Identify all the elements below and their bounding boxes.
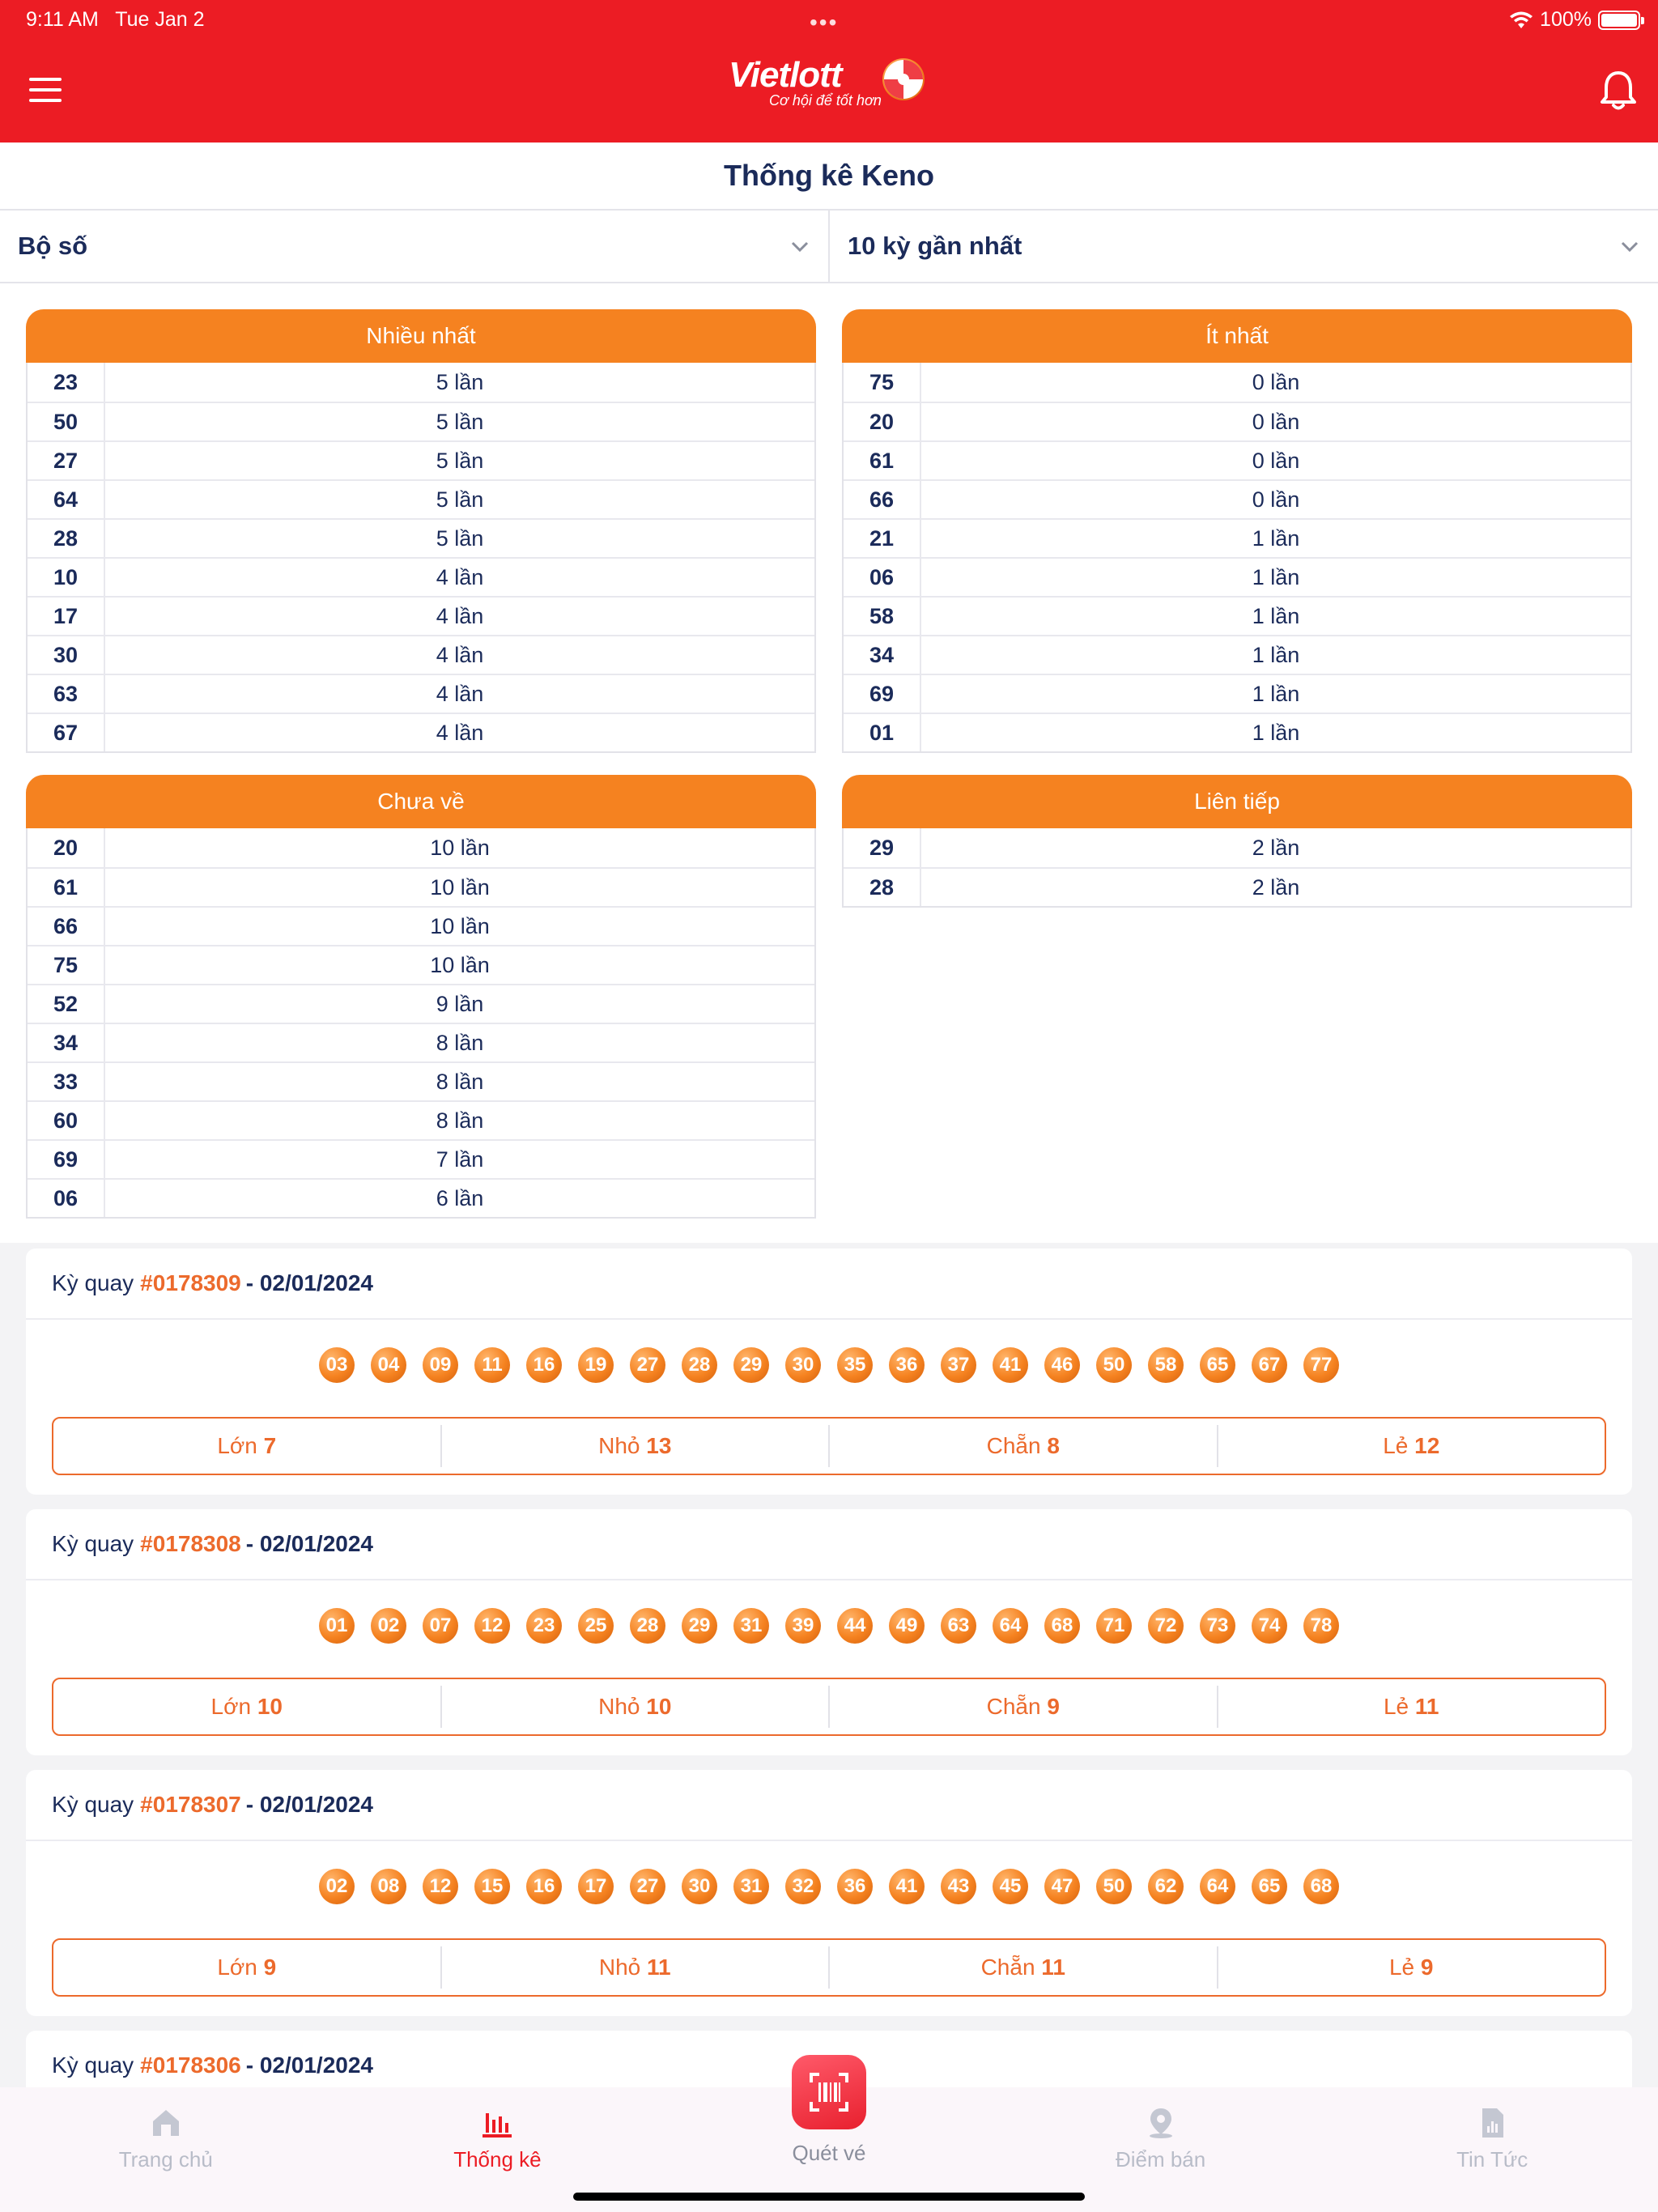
stat-count: 5 lần (436, 525, 484, 551)
number-ball: 43 (941, 1869, 976, 1904)
summary-label: Chẵn (986, 1433, 1041, 1458)
stat-number: 69 (28, 1141, 105, 1178)
summary-cell (53, 1946, 440, 1989)
number-ball: 11 (474, 1347, 510, 1383)
stat-count: 9 lần (436, 991, 484, 1016)
summary-value: 9 (1420, 1955, 1434, 1980)
number-ball: 78 (1303, 1608, 1339, 1644)
stat-row (28, 1100, 814, 1139)
number-ball: 29 (682, 1608, 717, 1644)
draw-label: Kỳ quay (52, 1270, 134, 1295)
vietlott-logo (729, 55, 931, 128)
stat-number: 64 (28, 481, 105, 518)
number-ball: 16 (526, 1347, 562, 1383)
summary-value: 13 (646, 1433, 672, 1458)
number-ball: 63 (941, 1608, 976, 1644)
number-ball: 41 (889, 1869, 925, 1904)
stat-count: 1 lần (1252, 603, 1300, 628)
summary-label: Chẵn (986, 1694, 1041, 1719)
number-ball: 09 (423, 1347, 458, 1383)
news-document-icon (1474, 2105, 1510, 2141)
summary-label: Lẻ (1383, 1694, 1409, 1719)
number-ball: 27 (630, 1869, 665, 1904)
stat-row (844, 867, 1630, 906)
number-ball: 64 (1200, 1869, 1235, 1904)
stat-number: 63 (28, 675, 105, 713)
number-ball: 19 (578, 1347, 614, 1383)
stat-number: 10 (28, 559, 105, 596)
number-ball: 32 (785, 1869, 821, 1904)
number-ball: 15 (474, 1869, 510, 1904)
stat-row (844, 518, 1630, 557)
summary-label: Chẵn (980, 1955, 1035, 1980)
summary-value: 11 (1041, 1955, 1065, 1980)
draw-label: Kỳ quay (52, 1792, 134, 1817)
scan-ticket-label: Quét vé (792, 2141, 866, 2165)
summary-label: Nhỏ (598, 1433, 640, 1458)
summary-value: 11 (1414, 1694, 1439, 1719)
summary-cell (53, 1425, 440, 1467)
page-title: Thống kê Keno (0, 143, 1658, 209)
draw-date: - 02/01/2024 (245, 1531, 373, 1556)
not-drawn-table (26, 775, 816, 1219)
number-ball: 28 (630, 1608, 665, 1644)
number-ball: 36 (889, 1347, 925, 1383)
number-set-label: Bộ số (18, 232, 88, 260)
least-frequent-table (842, 309, 1632, 753)
stat-count: 6 lần (436, 1185, 484, 1210)
stat-row (844, 402, 1630, 440)
status-time (26, 8, 205, 32)
number-ball: 58 (1148, 1347, 1184, 1383)
stat-row (28, 1023, 814, 1061)
number-ball: 12 (423, 1869, 458, 1904)
number-ball: 77 (1303, 1347, 1339, 1383)
number-ball: 02 (319, 1869, 355, 1904)
stat-row (844, 713, 1630, 751)
status-right (1509, 8, 1640, 32)
stat-count: 4 lần (436, 681, 484, 706)
number-ball: 35 (837, 1347, 873, 1383)
draw-date: - 02/01/2024 (245, 2052, 373, 2078)
stat-count: 5 lần (436, 409, 484, 434)
number-ball: 39 (785, 1608, 821, 1644)
summary-label: Lẻ (1388, 1955, 1415, 1980)
summary-label: Lớn (217, 1955, 257, 1980)
logo-slogan: Cơ hội để tốt hơn (769, 92, 882, 108)
stat-row (28, 518, 814, 557)
number-ball: 30 (682, 1869, 717, 1904)
number-ball: 16 (526, 1869, 562, 1904)
stat-row (28, 674, 814, 713)
stat-number: 61 (844, 442, 921, 479)
period-label: 10 kỳ gần nhất (848, 232, 1022, 260)
stat-number: 06 (28, 1180, 105, 1217)
chevron-down-icon (789, 236, 810, 257)
draw-id: #0178307 (140, 1792, 241, 1817)
nav-stats-label: Thống kê (453, 2147, 542, 2172)
notification-bell-icon[interactable] (1598, 68, 1639, 112)
summary-label: Lớn (217, 1433, 257, 1458)
stat-count: 1 lần (1252, 564, 1300, 589)
draw-id: #0178306 (140, 2052, 241, 2078)
stat-count: 10 lần (430, 874, 490, 900)
battery-percent: 100% (1540, 8, 1592, 31)
number-ball: 31 (733, 1608, 769, 1644)
number-ball: 04 (371, 1347, 406, 1383)
stat-number: 34 (28, 1024, 105, 1061)
number-ball: 50 (1096, 1347, 1132, 1383)
stat-number: 20 (844, 403, 921, 440)
stat-count: 7 lần (436, 1146, 484, 1172)
summary-value: 10 (257, 1694, 283, 1719)
stat-row (28, 479, 814, 518)
summary-cell (1217, 1686, 1605, 1728)
nav-home-label: Trang chủ (118, 2147, 213, 2172)
stat-number: 50 (28, 403, 105, 440)
summary-cell (440, 1425, 829, 1467)
not-drawn-title: Chưa về (26, 775, 816, 828)
stat-count: 1 lần (1252, 525, 1300, 551)
stat-row (28, 363, 814, 402)
summary-cell (440, 1686, 829, 1728)
number-ball: 73 (1200, 1608, 1235, 1644)
stat-number: 66 (28, 908, 105, 945)
stat-number: 33 (28, 1063, 105, 1100)
filter-bar (0, 209, 1658, 283)
summary-value: 10 (646, 1694, 672, 1719)
wifi-icon (1509, 11, 1533, 30)
stat-number: 21 (844, 520, 921, 557)
stat-count: 4 lần (436, 564, 484, 589)
stat-number: 27 (28, 442, 105, 479)
status-date-text: Tue Jan 2 (115, 8, 205, 31)
number-ball: 74 (1252, 1608, 1287, 1644)
stat-count: 2 lần (1252, 835, 1300, 860)
most-frequent-title: Nhiều nhất (26, 309, 816, 363)
consecutive-table (842, 775, 1632, 908)
stat-row (844, 479, 1630, 518)
stat-number: 58 (844, 598, 921, 635)
draw-label: Kỳ quay (52, 2052, 134, 2078)
number-ball: 01 (319, 1608, 355, 1644)
stat-row (844, 674, 1630, 713)
summary-label: Lẻ (1383, 1433, 1409, 1458)
nav-news[interactable] (1326, 2087, 1658, 2212)
stat-row (844, 440, 1630, 479)
stat-count: 1 lần (1252, 642, 1300, 667)
number-ball: 68 (1303, 1869, 1339, 1904)
number-ball: 08 (371, 1869, 406, 1904)
stat-number: 61 (28, 869, 105, 906)
number-ball: 47 (1044, 1869, 1080, 1904)
summary-cell (1217, 1425, 1605, 1467)
stat-number: 01 (844, 714, 921, 751)
summary-label: Nhỏ (598, 1694, 640, 1719)
stat-row (28, 596, 814, 635)
summary-value: 12 (1414, 1433, 1440, 1458)
stat-number: 69 (844, 675, 921, 713)
stat-count: 8 lần (436, 1069, 484, 1094)
stat-count: 5 lần (436, 448, 484, 473)
number-ball: 29 (733, 1347, 769, 1383)
location-pin-icon (1143, 2105, 1179, 2141)
stat-count: 10 lần (430, 913, 490, 938)
draw-header (26, 1249, 1632, 1320)
stat-count: 0 lần (1252, 448, 1300, 473)
logo-ball-icon (882, 58, 925, 100)
logo-text: Vietlott (729, 55, 842, 95)
consecutive-title: Liên tiếp (842, 775, 1632, 828)
summary-cell (828, 1686, 1217, 1728)
summary-cell (53, 1686, 440, 1728)
stat-count: 10 lần (430, 835, 490, 860)
number-ball: 45 (993, 1869, 1028, 1904)
stat-count: 4 lần (436, 642, 484, 667)
stat-row (28, 1061, 814, 1100)
least-frequent-title: Ít nhất (842, 309, 1632, 363)
stat-row (844, 635, 1630, 674)
app-header (0, 0, 1658, 143)
nav-shops-label: Điểm bán (1115, 2147, 1206, 2172)
drawn-balls (26, 1347, 1632, 1385)
summary-label: Lớn (210, 1694, 252, 1719)
period-dropdown[interactable] (828, 211, 1658, 282)
number-ball: 25 (578, 1608, 614, 1644)
number-ball: 68 (1044, 1608, 1080, 1644)
stat-row (28, 557, 814, 596)
stat-row (28, 1178, 814, 1217)
draw-label: Kỳ quay (52, 1531, 134, 1556)
stat-number: 60 (28, 1102, 105, 1139)
summary-value: 7 (263, 1433, 277, 1458)
stat-row (28, 984, 814, 1023)
number-set-dropdown[interactable] (0, 211, 828, 282)
stat-row (28, 635, 814, 674)
stat-count: 1 lần (1252, 720, 1300, 745)
draw-summary (52, 1417, 1606, 1475)
stat-row (28, 402, 814, 440)
number-ball: 64 (993, 1608, 1028, 1644)
summary-value: 11 (647, 1955, 671, 1980)
stat-count: 8 lần (436, 1108, 484, 1133)
summary-value: 8 (1047, 1433, 1060, 1458)
stat-number: 23 (28, 363, 105, 402)
number-ball: 36 (837, 1869, 873, 1904)
stat-row (844, 596, 1630, 635)
stat-row (28, 906, 814, 945)
stat-row (28, 713, 814, 751)
draw-id: #0178308 (140, 1531, 241, 1556)
status-time-text: 9:11 AM (26, 8, 99, 31)
stat-number: 75 (844, 363, 921, 402)
number-ball: 27 (630, 1347, 665, 1383)
number-ball: 17 (578, 1869, 614, 1904)
stat-row (28, 440, 814, 479)
menu-button[interactable] (29, 78, 62, 102)
bar-chart-icon (479, 2105, 515, 2141)
scan-ticket-button[interactable] (792, 2055, 866, 2129)
number-ball: 62 (1148, 1869, 1184, 1904)
stat-number: 34 (844, 636, 921, 674)
stat-number: 06 (844, 559, 921, 596)
most-frequent-table (26, 309, 816, 753)
draw-date: - 02/01/2024 (245, 1792, 373, 1817)
number-ball: 71 (1096, 1608, 1132, 1644)
number-ball: 49 (889, 1608, 925, 1644)
number-ball: 31 (733, 1869, 769, 1904)
stat-row (844, 557, 1630, 596)
summary-value: 9 (1047, 1694, 1060, 1719)
drawn-balls (26, 1869, 1632, 1906)
summary-cell (828, 1946, 1217, 1989)
stat-number: 28 (844, 869, 921, 906)
stat-number: 29 (844, 828, 921, 867)
stat-row (28, 945, 814, 984)
draw-date: - 02/01/2024 (245, 1270, 373, 1295)
draw-summary (52, 1938, 1606, 1997)
stat-count: 0 lần (1252, 409, 1300, 434)
stat-count: 4 lần (436, 720, 484, 745)
stat-count: 0 lần (1252, 369, 1300, 394)
home-indicator[interactable] (573, 2193, 1085, 2201)
stat-count: 1 lần (1252, 681, 1300, 706)
stat-row (844, 828, 1630, 867)
draw-summary (52, 1678, 1606, 1736)
number-ball: 41 (993, 1347, 1028, 1383)
number-ball: 30 (785, 1347, 821, 1383)
stat-number: 67 (28, 714, 105, 751)
draw-card[interactable] (26, 1509, 1632, 1755)
stat-number: 66 (844, 481, 921, 518)
stat-count: 8 lần (436, 1030, 484, 1055)
stat-row (28, 867, 814, 906)
home-icon (148, 2105, 184, 2141)
number-ball: 65 (1252, 1869, 1287, 1904)
number-ball: 44 (837, 1608, 873, 1644)
stat-count: 2 lần (1252, 874, 1300, 900)
number-ball: 02 (371, 1608, 406, 1644)
summary-cell (1217, 1946, 1605, 1989)
stat-row (28, 1139, 814, 1178)
summary-cell (440, 1946, 829, 1989)
chevron-down-icon (1619, 236, 1640, 257)
summary-label: Nhỏ (598, 1955, 641, 1980)
number-ball: 12 (474, 1608, 510, 1644)
number-ball: 28 (682, 1347, 717, 1383)
number-ball: 67 (1252, 1347, 1287, 1383)
stat-row (844, 363, 1630, 402)
number-ball: 03 (319, 1347, 355, 1383)
number-ball: 46 (1044, 1347, 1080, 1383)
multitask-dots[interactable]: ••• (810, 10, 839, 35)
draw-card[interactable] (26, 1770, 1632, 2016)
draw-id: #0178309 (140, 1270, 241, 1295)
number-ball: 23 (526, 1608, 562, 1644)
number-ball: 07 (423, 1608, 458, 1644)
stat-number: 30 (28, 636, 105, 674)
stat-count: 4 lần (436, 603, 484, 628)
draw-header (26, 1770, 1632, 1841)
stat-count: 5 lần (436, 487, 484, 512)
nav-news-label: Tin Tức (1456, 2147, 1528, 2172)
stat-count: 5 lần (436, 369, 484, 394)
stat-number: 28 (28, 520, 105, 557)
stat-number: 17 (28, 598, 105, 635)
stat-count: 10 lần (430, 952, 490, 977)
nav-home[interactable] (0, 2087, 332, 2212)
stat-row (28, 828, 814, 867)
number-ball: 72 (1148, 1608, 1184, 1644)
battery-icon (1598, 11, 1640, 30)
number-ball: 65 (1200, 1347, 1235, 1383)
summary-cell (828, 1425, 1217, 1467)
drawn-balls (26, 1608, 1632, 1645)
summary-value: 9 (263, 1955, 277, 1980)
stat-count: 0 lần (1252, 487, 1300, 512)
stat-number: 75 (28, 946, 105, 984)
draw-header (26, 1509, 1632, 1580)
number-ball: 50 (1096, 1869, 1132, 1904)
draw-card[interactable] (26, 1249, 1632, 1495)
stat-number: 52 (28, 985, 105, 1023)
barcode-scan-icon (806, 2069, 852, 2115)
stat-number: 20 (28, 828, 105, 867)
number-ball: 37 (941, 1347, 976, 1383)
